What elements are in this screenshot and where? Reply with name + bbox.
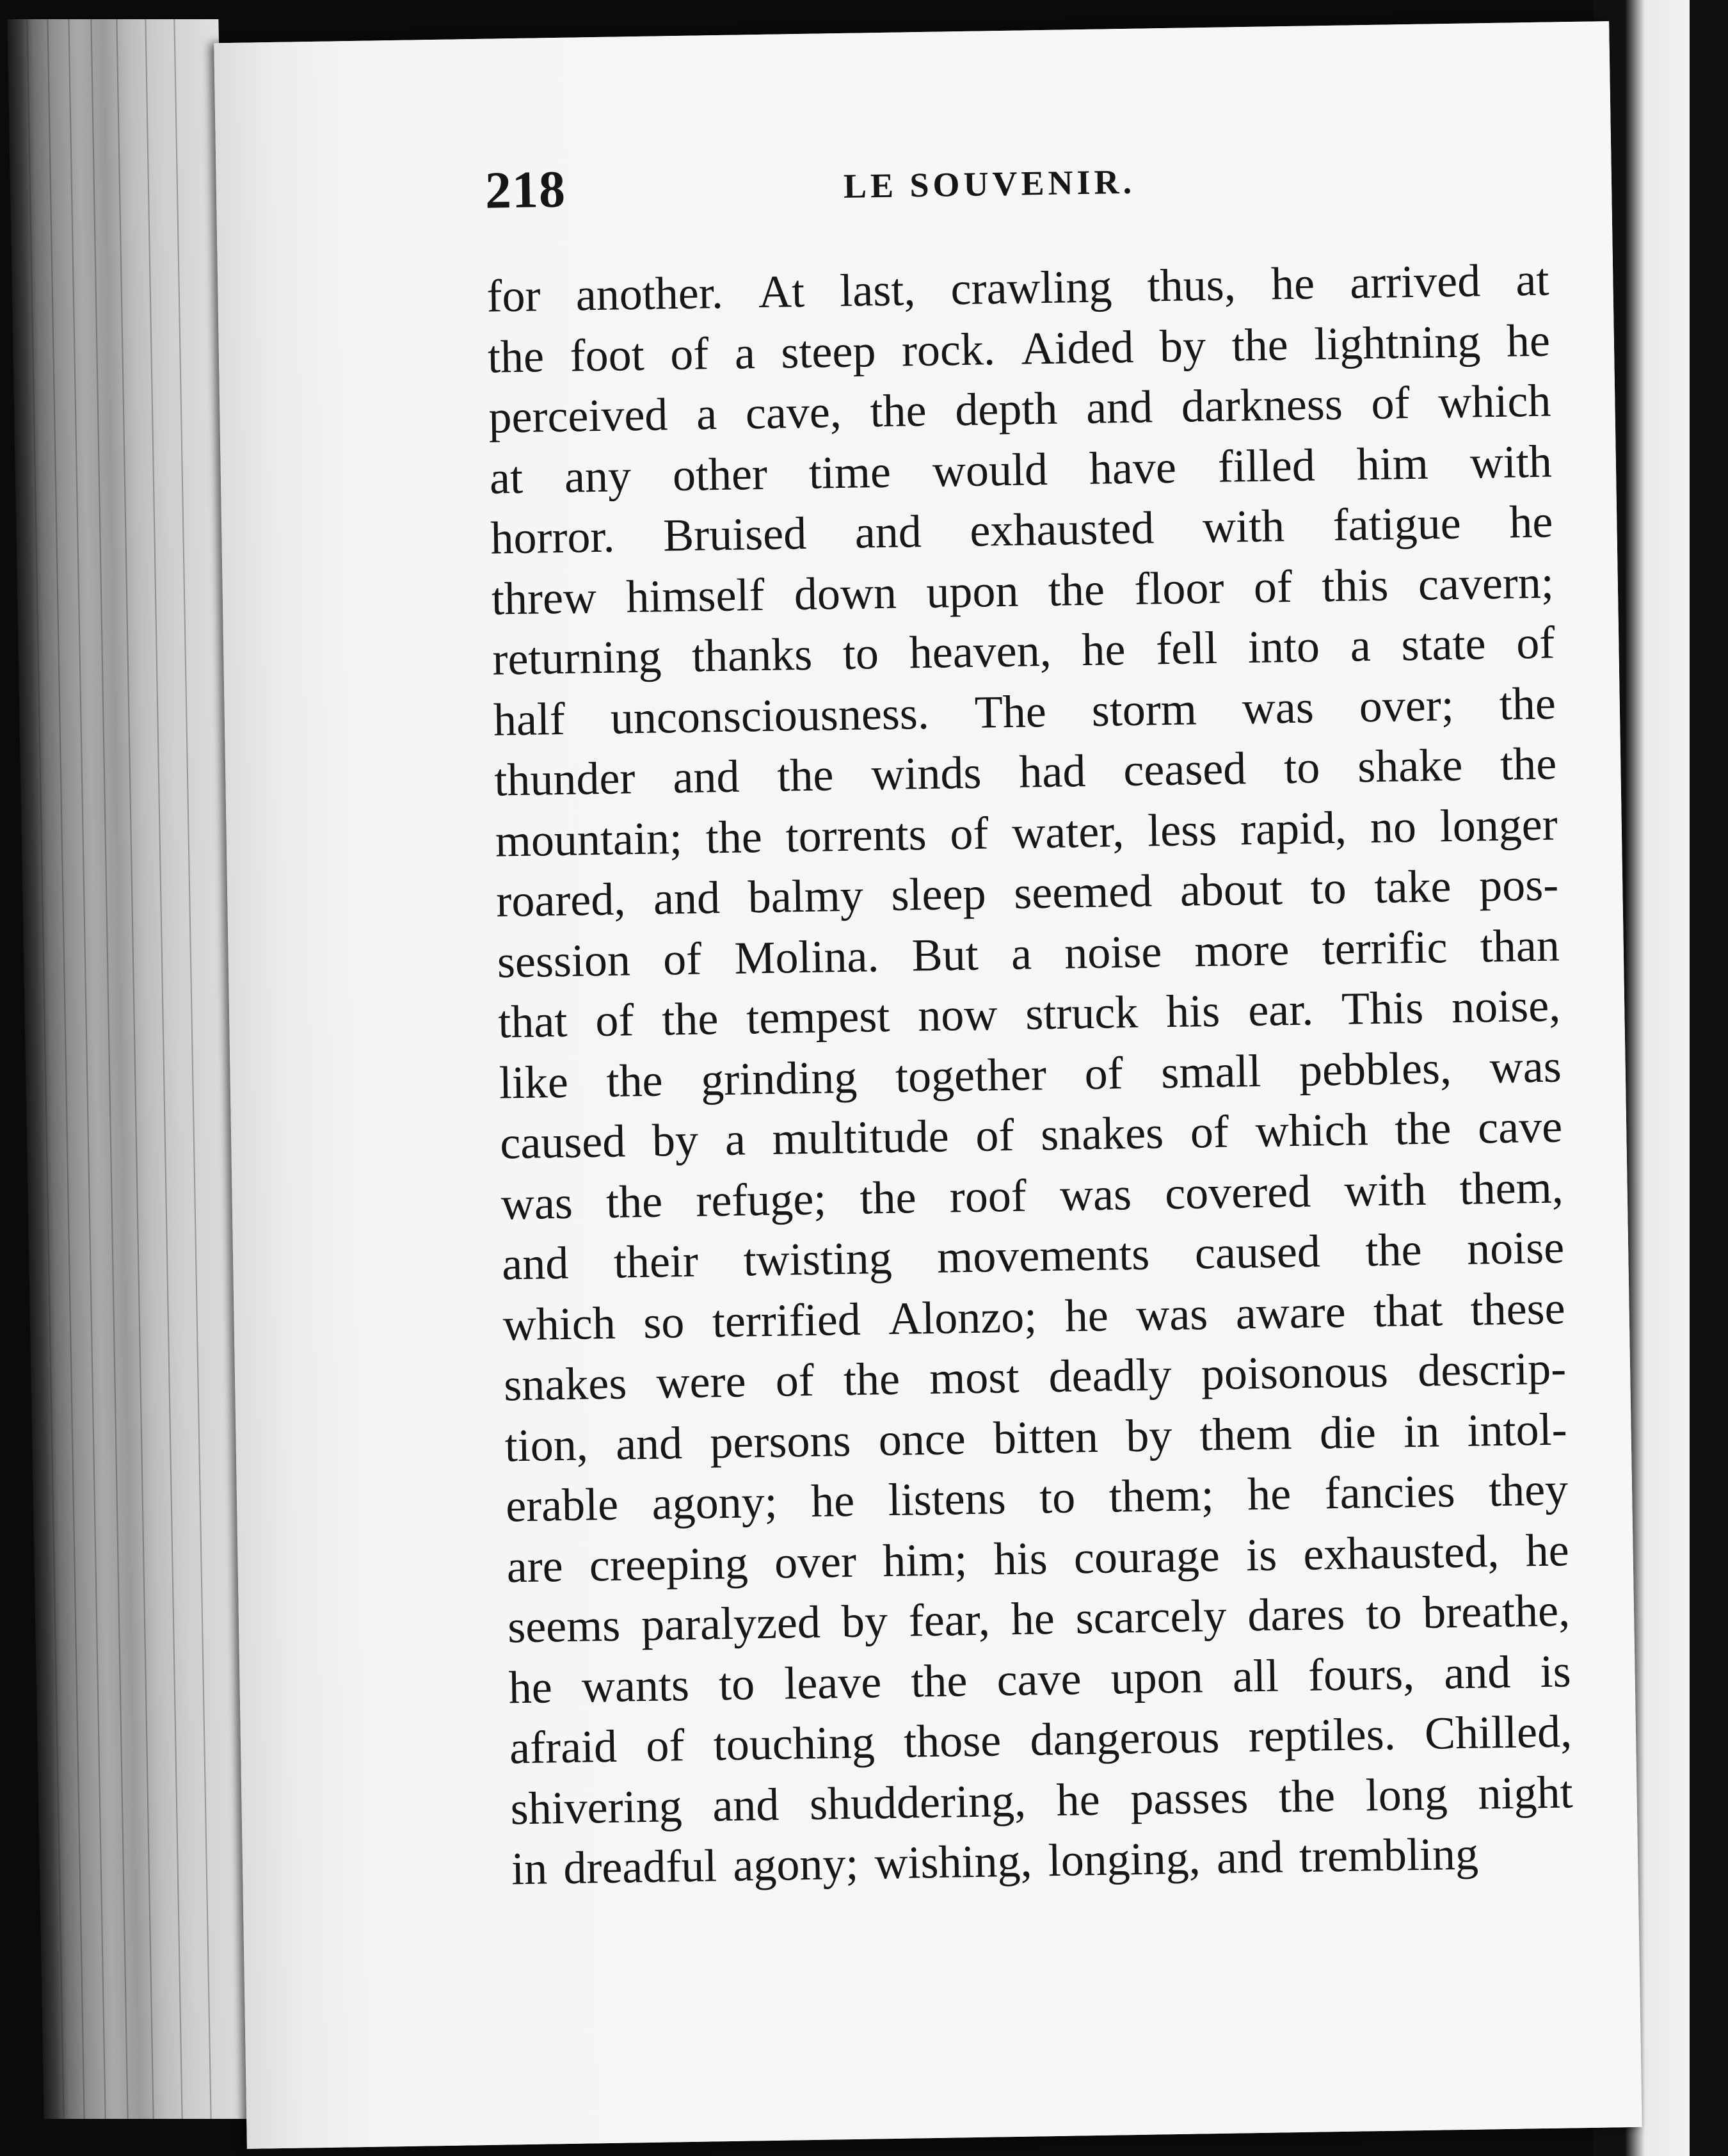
word: thunder: [493, 752, 636, 806]
word: most: [929, 1351, 1020, 1404]
word: thanks: [691, 628, 813, 682]
word: agony;: [651, 1476, 778, 1529]
word: water,: [1011, 805, 1124, 858]
word: crawling: [950, 261, 1113, 315]
word: fours,: [1308, 1647, 1415, 1701]
word: leave: [783, 1655, 882, 1709]
running-title: LE SOUVENIR.: [843, 162, 1136, 205]
word: twisting: [742, 1232, 893, 1286]
word: the: [1364, 1223, 1423, 1276]
word: himself: [625, 568, 765, 622]
word: long: [1365, 1767, 1448, 1821]
word: with: [1469, 435, 1553, 488]
word: is: [1245, 1529, 1277, 1581]
word: by: [841, 1595, 888, 1648]
word: floor: [1133, 561, 1224, 615]
word: tion,: [504, 1418, 589, 1471]
word: and: [712, 1778, 780, 1831]
word: last,: [839, 264, 916, 317]
word: courage: [1073, 1529, 1220, 1584]
word: roared,: [495, 873, 626, 927]
word: was: [1135, 1287, 1208, 1340]
word: cavern;: [1418, 556, 1555, 610]
word: breathe,: [1422, 1584, 1571, 1638]
word: would: [932, 443, 1048, 497]
word: to: [718, 1657, 755, 1710]
word: of: [645, 1719, 685, 1772]
word: them: [1199, 1407, 1293, 1460]
word: with: [1343, 1163, 1427, 1216]
word: of: [662, 933, 702, 985]
word: poisonous: [1201, 1345, 1389, 1400]
word: he: [1247, 1468, 1292, 1520]
word: pebbles,: [1299, 1042, 1452, 1096]
word: of: [1084, 1047, 1124, 1099]
word: fear,: [908, 1593, 991, 1646]
word: refuge;: [695, 1173, 827, 1227]
word: noise: [1064, 925, 1162, 979]
word: in: [1403, 1405, 1440, 1457]
word: But: [911, 928, 979, 981]
word: shuddering,: [809, 1774, 1027, 1830]
word: was: [500, 1177, 573, 1229]
word: the: [705, 810, 763, 863]
word: them;: [1108, 1469, 1215, 1522]
word: unconsciousness.: [610, 687, 930, 744]
word: and: [615, 1417, 683, 1470]
word: terrified: [712, 1293, 861, 1347]
word: a: [696, 388, 717, 440]
word: covered: [1164, 1165, 1311, 1219]
word: horror.: [490, 510, 616, 564]
word: fatigue: [1332, 497, 1462, 551]
word: for: [486, 270, 541, 322]
word: pos-: [1478, 858, 1559, 912]
word: so: [643, 1296, 685, 1348]
word: listens: [887, 1472, 1007, 1526]
word: he: [1524, 1524, 1570, 1576]
word: deadly: [1048, 1349, 1172, 1403]
word: dreadful: [563, 1840, 717, 1894]
word: was: [1242, 680, 1315, 734]
word: caused: [1194, 1225, 1321, 1279]
word: of: [775, 1354, 815, 1406]
word: passes: [1130, 1771, 1249, 1824]
word: he: [1506, 314, 1551, 367]
word: his: [993, 1532, 1048, 1584]
word: the: [605, 1054, 664, 1107]
word: with: [1202, 500, 1285, 553]
word: by: [1125, 1409, 1172, 1461]
word: like: [499, 1056, 569, 1109]
word: the: [1231, 318, 1289, 371]
word: tempest: [746, 990, 890, 1044]
word: returning: [492, 631, 662, 685]
word: are: [506, 1540, 564, 1592]
word: a: [724, 1113, 746, 1165]
word: ceased: [1123, 743, 1247, 796]
word: threw: [491, 571, 597, 625]
word: and: [1216, 1831, 1284, 1884]
word: down: [794, 567, 897, 620]
word: their: [613, 1235, 699, 1288]
word: Molina.: [733, 929, 880, 984]
word: a: [1350, 620, 1372, 672]
word: to: [1283, 741, 1320, 794]
word: him;: [882, 1533, 968, 1586]
word: multitude: [771, 1110, 950, 1164]
word: of: [1370, 377, 1411, 429]
word: dares: [1247, 1588, 1345, 1641]
word: The: [974, 685, 1047, 738]
word: the: [487, 330, 545, 383]
word: perceived: [488, 389, 668, 443]
word: paralyzed: [641, 1596, 821, 1651]
word: a: [1011, 927, 1032, 979]
word: this: [1321, 559, 1389, 611]
word: the: [859, 1171, 917, 1224]
word: shivering: [510, 1780, 683, 1834]
word: the: [661, 993, 719, 1045]
word: of: [949, 807, 989, 859]
word: balmy: [748, 869, 864, 923]
word: wants: [581, 1659, 690, 1712]
word: the: [910, 1654, 968, 1707]
word: terrific: [1321, 921, 1448, 974]
word: to: [1365, 1587, 1402, 1639]
word: descrip-: [1417, 1342, 1567, 1397]
word: cave,: [745, 385, 842, 439]
word: he: [1011, 1593, 1055, 1645]
word: and: [672, 750, 740, 803]
word: had: [1018, 745, 1086, 798]
word: depth: [954, 382, 1058, 436]
word: intol-: [1466, 1403, 1568, 1456]
word: and: [653, 872, 721, 924]
word: thus,: [1147, 259, 1236, 312]
word: wishing,: [874, 1835, 1033, 1889]
word: which: [502, 1297, 616, 1350]
word: roof: [949, 1170, 1027, 1222]
word: foot: [569, 328, 645, 382]
word: cave: [1477, 1100, 1563, 1154]
word: of: [1190, 1106, 1229, 1158]
word: now: [917, 988, 998, 1042]
word: by: [1159, 319, 1206, 372]
word: noise: [1466, 1221, 1565, 1275]
word: time: [808, 446, 892, 499]
word: another.: [575, 266, 724, 321]
word: arrived: [1349, 255, 1481, 309]
word: he: [1508, 495, 1553, 548]
word: exhausted: [969, 502, 1155, 556]
word: seems: [507, 1599, 621, 1653]
word: sleep: [890, 867, 987, 921]
word: upon: [1110, 1650, 1204, 1704]
word: and: [1085, 381, 1153, 433]
word: he: [1270, 257, 1315, 310]
word: no: [1370, 800, 1417, 853]
word: have: [1089, 441, 1177, 494]
word: which: [1437, 374, 1551, 428]
word: were: [655, 1355, 747, 1408]
word: any: [564, 449, 632, 503]
word: the: [1048, 563, 1105, 616]
word: shake: [1357, 739, 1463, 792]
word: and: [1443, 1646, 1511, 1698]
book-page: [214, 21, 1642, 2149]
word: darkness: [1181, 378, 1343, 432]
word: and: [854, 506, 922, 558]
word: all: [1232, 1650, 1279, 1702]
word: at: [1515, 253, 1549, 306]
word: that: [1373, 1283, 1443, 1337]
word: ear.: [1247, 983, 1314, 1036]
word: at: [489, 451, 524, 504]
word: the: [605, 1175, 663, 1228]
word: Chilled,: [1424, 1705, 1572, 1759]
word: die: [1319, 1406, 1377, 1458]
word: noise,: [1451, 979, 1561, 1033]
word: rock.: [901, 323, 996, 376]
word: creeping: [589, 1537, 749, 1591]
word: is: [1539, 1645, 1572, 1697]
page-number: 218: [484, 159, 566, 220]
word: over;: [1359, 679, 1455, 732]
word: that: [497, 995, 568, 1048]
word: these: [1469, 1282, 1566, 1335]
word: mountain;: [495, 812, 683, 867]
word: movements: [936, 1228, 1150, 1283]
word: by: [652, 1114, 699, 1166]
word: he: [1081, 623, 1126, 676]
word: scarcely: [1075, 1589, 1228, 1644]
word: him: [1356, 437, 1429, 490]
word: was: [1059, 1168, 1132, 1221]
word: the: [1278, 1769, 1336, 1822]
word: upon: [925, 565, 1020, 618]
word: he: [1064, 1289, 1109, 1342]
word: steep: [780, 325, 876, 378]
word: fell: [1155, 622, 1218, 675]
word: the: [1500, 737, 1557, 790]
word: dangerous: [1029, 1710, 1220, 1766]
word: the: [776, 749, 834, 801]
word: exhausted,: [1302, 1525, 1500, 1580]
word: of: [669, 327, 709, 380]
word: state: [1400, 618, 1487, 671]
word: lightning: [1313, 315, 1481, 369]
word: Bruised: [662, 507, 807, 561]
word: the: [1499, 677, 1556, 730]
word: he: [508, 1661, 553, 1713]
word: night: [1477, 1766, 1574, 1819]
word: snakes: [1040, 1107, 1164, 1161]
word: of: [1516, 616, 1555, 669]
body-text: [486, 250, 1574, 1899]
word: bitten: [993, 1410, 1099, 1463]
word: afraid: [509, 1720, 618, 1774]
word: to: [842, 627, 879, 680]
word: once: [878, 1412, 966, 1465]
word: about: [1180, 863, 1283, 916]
word: snakes: [503, 1357, 627, 1411]
word: rapid,: [1240, 801, 1347, 855]
word: cave: [996, 1652, 1082, 1705]
word: a: [734, 326, 756, 379]
word: caused: [499, 1115, 626, 1169]
word: into: [1247, 620, 1320, 673]
word: than: [1480, 919, 1560, 972]
word: longer: [1439, 798, 1558, 851]
word: persons: [709, 1414, 851, 1468]
word: fancies: [1324, 1465, 1456, 1519]
word: agony;: [732, 1837, 859, 1891]
word: longing,: [1048, 1832, 1201, 1886]
word: trembling: [1299, 1828, 1479, 1883]
word: touching: [713, 1716, 876, 1771]
word: to: [1039, 1471, 1076, 1524]
word: aware: [1235, 1285, 1347, 1339]
word: to: [1310, 862, 1347, 914]
word: winds: [870, 746, 982, 800]
word: those: [903, 1714, 1002, 1767]
word: grinding: [700, 1051, 858, 1106]
word: of: [1253, 560, 1293, 613]
word: his: [1165, 985, 1220, 1038]
word: in: [511, 1842, 548, 1895]
word: of: [975, 1109, 1014, 1161]
word: he: [1056, 1773, 1101, 1826]
word: This: [1341, 981, 1424, 1034]
word: seemed: [1013, 865, 1153, 919]
word: Alonzo;: [888, 1290, 1037, 1344]
word: which: [1255, 1104, 1369, 1157]
word: torrents: [785, 808, 927, 862]
word: take: [1373, 860, 1452, 913]
word: half: [493, 693, 566, 746]
word: Aided: [1020, 321, 1135, 374]
word: was: [1489, 1040, 1562, 1093]
word: over: [774, 1535, 857, 1588]
word: them,: [1459, 1161, 1564, 1214]
word: heaven,: [909, 624, 1052, 679]
word: reptiles.: [1248, 1708, 1396, 1762]
word: more: [1194, 923, 1290, 976]
word: he: [810, 1474, 855, 1527]
word: At: [758, 265, 805, 318]
word: struck: [1025, 986, 1139, 1040]
word: and: [501, 1237, 569, 1290]
word: storm: [1091, 682, 1197, 736]
word: they: [1488, 1463, 1569, 1516]
word: the: [843, 1353, 900, 1406]
word: filled: [1217, 438, 1316, 492]
word: less: [1147, 803, 1217, 857]
word: of: [595, 994, 634, 1047]
word: the: [869, 384, 927, 437]
word: together: [895, 1048, 1047, 1102]
word: small: [1160, 1045, 1261, 1098]
word: erable: [505, 1478, 619, 1532]
word: the: [1394, 1102, 1452, 1155]
word: session: [497, 933, 631, 988]
word: other: [672, 447, 768, 501]
